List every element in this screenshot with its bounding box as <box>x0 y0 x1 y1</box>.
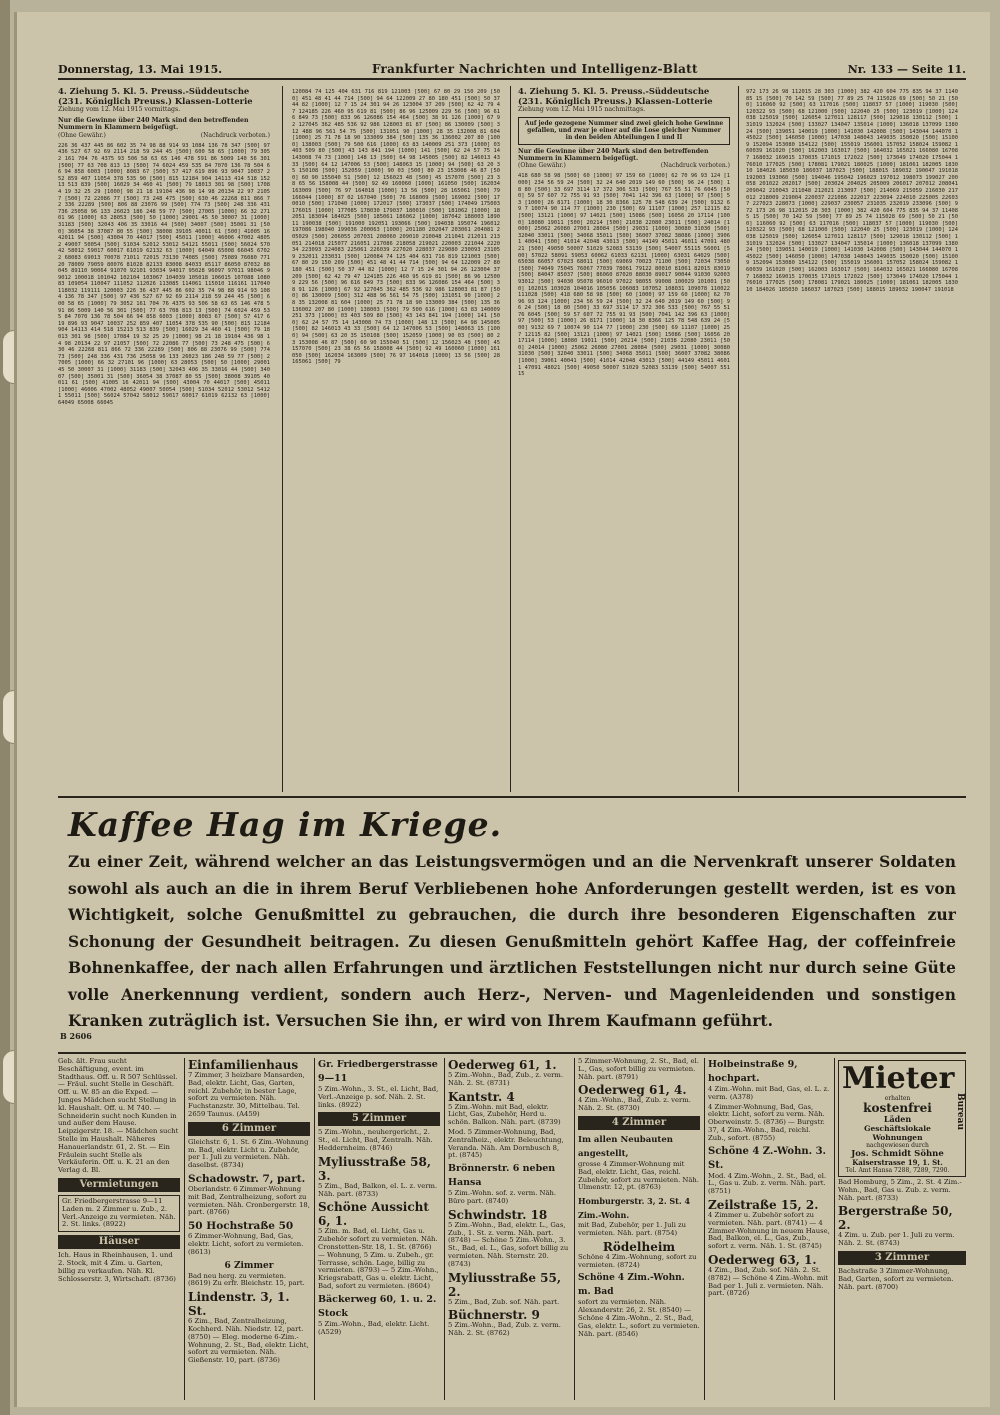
ad-code: B 2606 <box>60 1031 92 1041</box>
classified-text: 5 Zim.-Wohn., neuhergericht., 2. St., el. Licht, Bad, Zentralh. Näh. Heddernheim. (8746) <box>318 1128 433 1152</box>
section-heading: Vermietungen <box>58 1178 180 1192</box>
listing-heading: Homburgerstr. 3, 2. St. 4 Zim.-Wohn. <box>578 1196 691 1221</box>
listing-heading: Lindenstr. 3, 1. St. <box>188 1290 290 1319</box>
lottery-note: Nur die Gewinne über 240 Mark sind den betreffenden Nummern in Klammern beigefügt. <box>518 147 709 163</box>
classified-text: 5 Zim., Bad, Zub. sof. Näh. part. <box>448 1297 560 1306</box>
ad-headline: Kaffee Hag im Kriege. <box>68 805 503 844</box>
classified-text: 5 Zim.-Wohn., Bad, Zub. z. verm. Näh. 2. St. (8762) <box>448 1321 561 1338</box>
classified-text: 5 Zim.-Wohn. sof. z. verm. Näh. Büro part. (8740) <box>448 1189 557 1205</box>
listing-heading: Zeilstraße 15, 2. <box>708 1197 819 1212</box>
listing-heading: Schwindstr. 18 <box>448 1207 548 1222</box>
classified-column-6 <box>708 1058 830 1400</box>
section-heading: 5 Zimmer <box>318 1112 440 1126</box>
lottery-numbers: 226 36 437 445 86 602 35 74 98 88 914 93 1084 136 78 347 [500] 97 436 527 67 92 69 2114 218 59 244 45 [500] 600 58 65 [1000] 79 3052 161 704 76 4375 93 506 58 63 65 146 478 591 86 5009 140 56 301 [500] 77 63 708 813 13 [500] 74 6024 459 535 84 7070 136 78 504 66 94 858 6003 [1000] 8083 67 [500] 57 417 619 896 93 9047 10037 252 859 407 11054 378 535 90 [500] 815 12184 904 14113 414 518 15213 513 839 [500] 16029 34 460 41 [500] 79 18013 301 98 [500] 17084 19 32 25 29 [1000] 98 21 18 19104 436 98 14 98 20134 22 97 21057 [500] 72 22086 77 [500] 73 248 475 [500] 630 46 22268 811 866 72 336 22289 [500] 806 88 23076 99 [500] 774 73 [500] 248 336 431 736 25058 96 133 26023 186 248 59 77 [500] 27005 [1000] 66 32 27101 96 [1000] 63 28053 [500] 50 [1000] 29001 45 50 30007 31 [1000] 31183 [500] 32043 406 35 33016 44 [500] 34007 [500] 35001 31 [500] 36054 38 37087 80 55 [500] 38008 39105 40011 61 [500] 41005 16 42011 94 [500] 43004 70 44017 [500] 45011 [1000] 46006 47002 48052 49007 50054 [500] 51034 52012 53012 54121 55011 [500] 56024 57042 58012 59017 60017 61019 62132 63 [1000] 64049 65008 66045 67022 68083 69013 70078 71011 72015 73130 74085 [500] 75089 76080 77120 78009 79059 80076 81028 82133 83008 84033 85117 86050 87032 88045 89110 90064 91070 92101 93034 94017 95028 96097 97011 98046 99012 100018 101042 102104 103067 104039 105018 106015 107088 108083 109054 110047 111052 112026 113085 114061 115010 116161 117040 118032 119111 120003 226 36 437 445 86 602 35 74 98 88 914 93 1084 136 78 347 [500] 97 436 527 67 92 69 2114 218 59 244 45 [500] 600 58 65 [1000] 79 3052 161 704 76 4375 93 506 58 63 65 146 478 591 86 5009 140 56 301 [500] 77 63 708 813 13 [500] 74 6024 459 535 84 7070 136 78 504 66 94 858 6003 [1000] 8083 67 [500] 57 417 619 896 93 9047 10037 252 859 407 11054 378 535 90 [500] 815 12184 904 14113 414 518 15213 513 839 [500] 16029 34 460 41 [500] 79 18013 301 98 [500] 17084 19 32 25 29 [1000] 98 21 18 19104 436 98 14 98 20134 22 97 21057 [500] 72 22086 77 [500] 73 248 475 [500] 630 46 22268 811 866 72 336 22289 [500] 806 88 23076 99 [500] 774 73 [500] 248 336 431 736 25058 96 133 26023 186 248 59 77 [500] 27005 [1000] 66 32 27101 96 [1000] 63 28053 [500] 50 [1000] 29001 45 50 30007 31 [1000] 31183 [500] 32043 406 35 33016 44 [500] 34007 [500] 35001 31 [500] 36054 38 37087 80 55 [500] 38008 39105 40011 61 [500] 41005 16 42011 94 [500] 43004 70 44017 [500] 45011 [1000] 46006 47002 48052 49007 50054 [500] 51034 52012 53012 54121 55011 [500] 56024 57042 58012 59017 60017 61019 62132 63 [1000] 64049 65008 66045 <box>58 142 270 406</box>
listing-heading: Im allen Neubauten angestellt, <box>578 1134 673 1159</box>
lottery-column-1 <box>58 86 270 794</box>
lottery-note: Nur die Gewinne über 240 Mark sind den betreffenden Nummern in Klammern beigefügt. <box>58 117 249 132</box>
classified-text: Bad neu herg. zu vermieten. (8619) Zu erfr. Bleichstr. 15, part. <box>188 1271 305 1288</box>
issue-date: Donnerstag, 13. Mai 1915. <box>58 62 223 76</box>
classified-text: Bachstraße 3 Zimmer-Wohnung, Bad, Garten, sofort zu vermieten. Näh. part. (8700) <box>838 1266 954 1291</box>
classified-text: Gleichstr. 6, 1. St. 6 Zim.-Wohnung m. Bad, elektr. Licht u. Zubehör, per 1. Juli zu vermieten. Näh. daselbst. (8734) <box>188 1137 309 1170</box>
classified-text: 4 Zimmer-Wohnung, Bad, Gas, elektr. Licht, sofort zu verm. Näh. Oberweinstr. 5. (8736) — Burgstr. 37, 4 Zim.-Wohn., Bad, reichl. Zub., sofort. (8755) <box>708 1102 825 1142</box>
listing-heading: Schöne Aussicht 6, 1. <box>318 1200 429 1229</box>
listing-heading: Bäckerweg 60, 1. u. 2. Stock <box>318 1293 437 1319</box>
classified-text: 4 Zim. u. Zub. per 1. Juli zu verm. Näh. 2. St. (8743) <box>838 1231 955 1248</box>
listing-heading: Schöne 4 Zim.-Wohn. m. Bad <box>578 1273 685 1298</box>
column-rule <box>444 1058 445 1400</box>
listing-heading: Gr. Friedbergerstrasse 9—11 <box>318 1059 438 1084</box>
agency-ad: Mieter erhalten kostenfrei Läden Geschäftslokale Wohnungen nachgewiesen durch Jos. Schmidt Söhne Kaiserstrasse 19, 1. St. Tel. Amt Hansa 7288, 7289, 7290. Bureau <box>838 1060 966 1177</box>
classified-text: sofort zu vermieten. Näh. Alexanderstr. 26, 2. St. (8540) — Schöne 4 Zim.-Wohn., 2. St., Bad, Gas, elektr. L., sofort zu vermieten. Näh. part. (8546) <box>578 1298 700 1338</box>
classified-text: 7 Zimmer, 3 heizbare Mansarden, Bad, elektr. Licht, Gas, Garten, reichl. Zubehör, in bester Lage, sofort zu vermieten. Näh. Fuchstanzstr. 30, Mittelbau. Tel. 2659 Taunus. (A459) <box>188 1071 305 1118</box>
classified-column-1 <box>58 1058 180 1400</box>
lottery-column-2 <box>292 86 500 794</box>
listing-heading: Schadowstr. 7, part. <box>188 1172 306 1185</box>
section-heading: Häuser <box>58 1235 180 1249</box>
classified-text: Bad Homburg, 5 Zim., 2. St. 4 Zim.-Wohn., Bad, Gas u. Zub. z. verm. Näh. part. (8733) <box>838 1178 962 1202</box>
classified-text: 5 Zimmer-Wohnung, 2. St., Bad, el. L., Gas, sofort billig zu vermieten. Näh. part. (8791) <box>578 1058 699 1081</box>
lottery-notice-box: Auf jede gezogene Nummer sind zwei gleich hohe Gewinne gefallen, und zwar je einer auf die Lose gleicher Nummer in den beiden Abteilungen I und II <box>518 117 730 145</box>
lottery-date: Ziehung vom 12. Mai 1915 nachmittags. <box>518 106 646 113</box>
lottery-column-4 <box>746 86 958 794</box>
section-heading: 3 Zimmer <box>838 1251 966 1265</box>
column-rule <box>282 86 283 792</box>
listing-heading: Kantstr. 4 <box>448 1089 515 1104</box>
classified-text: mit Bad, Zubehör, per 1. Juli zu vermieten. Näh. part. (8754) <box>578 1221 686 1237</box>
classified-text: 5 Zim.-Wohn. mit Bad, elektr. Licht, Gas, Zubehör, Herd u. schön. Balkon. Näh. part. (8739) <box>448 1102 561 1127</box>
column-rule <box>738 86 739 792</box>
agency-ad-title: Mieter <box>842 1061 955 1096</box>
section-divider <box>58 1052 966 1054</box>
listing-heading: Bergerstraße 50, 2. <box>838 1204 953 1233</box>
lottery-title: 4. Ziehung 5. Kl. 5. Preuss.-Süddeutsche (231. Königlich Preuss.) Klassen-Lotterie <box>518 86 713 106</box>
lottery-title: 4. Ziehung 5. Kl. 5. Preuss.-Süddeutsche (231. Königlich Preuss.) Klassen-Lotterie <box>58 86 253 106</box>
column-rule <box>834 1058 835 1400</box>
lottery-numbers: 120084 74 125 404 631 716 819 121003 [500] 67 80 29 150 209 [500] 451 48 41 44 714 [500] 94 64 122009 27 80 180 451 [500] 50 37 44 82 [1000] 12 7 15 24 301 94 26 123004 37 209 [500] 62 42 79 47 124185 226 460 95 619 81 [500] 86 96 125009 229 56 [500] 96 616 849 73 [500] 833 96 126086 154 464 [500] 38 91 126 [1000] 67 92 127045 362 485 536 92 986 128003 81 87 [500] 86 130009 [500] 312 488 96 561 54 75 [500] 131051 90 [1000] 28 35 132008 81 604 [1000] 25 71 78 18 90 133009 384 [500] 135 36 136002 207 80 [1000] 138003 [500] 79 500 616 [1000] 63 83 140009 251 373 [1000] 03 403 509 80 [500] 43 143 841 194 [1000] 141 [500] 62 24 57 75 14 143008 74 73 [1000] 148 13 [500] 64 98 145005 [500] 82 146013 43 33 [500] 64 12 147006 53 [500] 148063 15 [1000] 94 [500] 63 20 35 150108 [500] 152059 [1000] 90 03 [500] 80 23 153008 46 87 [500] 60 90 155040 51 [500] 12 156023 48 [500] 45 157070 [500] 23 38 65 56 158008 44 [500] 92 49 160060 [1000] 161050 [500] 162034 163009 [500] 76 97 164018 [1000] 13 56 [500] 28 165061 [500] 79 166044 [1000] 87 02 167040 [500] 76 168009 [500] 169002 [500] 170010 [500] 171040 [1000] 172017 [500] 173037 [500] 174049 175003 176015 [1000] 177085 178030 179037 180010 [500] 181062 [1000] 182051 183094 184025 [500] 185061 186062 [1000] 187042 188003 189011 190038 [500] 191000 192051 193066 [500] 194038 195074 196012 197086 198040 199036 200063 [1000] 201180 202047 203061 204081 205029 [500] 206055 207031 208060 209010 210048 211041 212011 213051 214018 215077 216051 217086 218058 219021 220003 221044 222034 223093 224083 225061 226039 227020 228037 229080 230093 231059 232011 233031 [500] 120084 74 125 404 631 716 819 121003 [500] 67 80 29 150 209 [500] 451 48 41 44 714 [500] 94 64 122009 27 80 180 451 [500] 50 37 44 82 [1000] 12 7 15 24 301 94 26 123004 37 209 [500] 62 42 79 47 124185 226 460 95 619 81 [500] 86 96 125009 229 56 [500] 96 616 849 73 [500] 833 96 126086 154 464 [500] 38 91 126 [1000] 67 92 127045 362 485 536 92 986 128003 81 87 [500] 86 130009 [500] 312 488 96 561 54 75 [500] 131051 90 [1000] 28 35 132008 81 604 [1000] 25 71 78 18 90 133009 384 [500] 135 36 136002 207 80 [1000] 138003 [500] 79 500 616 [1000] 63 83 140009 251 373 [1000] 03 403 509 80 [500] 43 143 841 194 [1000] 141 [500] 62 24 57 75 14 143008 74 73 [1000] 148 13 [500] 64 98 145005 [500] 82 146013 43 33 [500] 64 12 147006 53 [500] 148063 15 [1000] 94 [500] 63 20 35 150108 [500] 152059 [1000] 90 03 [500] 80 23 153008 46 87 [500] 60 90 155040 51 [500] 12 156023 48 [500] 45 157070 [500] 23 38 65 56 158008 44 [500] 92 49 160060 [1000] 161050 [500] 162034 163009 [500] 76 97 164018 [1000] 13 56 [500] 28 165061 [500] 79 <box>292 89 500 366</box>
section-divider <box>58 796 966 798</box>
classified-column-3 <box>318 1058 440 1400</box>
classified-column-4 <box>448 1058 570 1400</box>
column-rule <box>574 1058 575 1400</box>
classified-column-5 <box>578 1058 700 1400</box>
classified-text: Oberlandstr. 6 Zimmer-Wohnung mit Bad, Zentralheizung, sofort zu vermieten. Näh. Cronbergerstr. 18, part. (8766) <box>188 1184 310 1217</box>
listing-heading: 6 Zimmer <box>224 1260 274 1271</box>
column-rule <box>314 1058 315 1400</box>
ad-body-text: Zu einer Zeit, während welcher an das Leistungsvermögen und an die Nervenkraft unserer Soldaten sowohl als auch an die in ihrem Beruf Verbliebenen hohe Anforderungen gestellt werden, ist es von Wichtigkeit, solche Genußmittel zu gebrauchen, die durch ihre besonderen Eigenschaften zur Schonung der Gesundheit beitragen. Zu diesen Genußmitteln gehört Kaffee Hag, der coffeinfreie Bohnenkaffee, der nach allen Erfahrungen und ärztlichen Feststellungen nicht nur durch seine Güte volle Anerkennung verdient, sondern auch Herz-, Nerven- und Magenleidenden und sonstigen Kranken zuträglich ist. Versuchen Sie ihn, er wird von Ihrem Kaufmann geführt. <box>68 853 956 1030</box>
lottery-disclaimer: (Ohne Gewähr.) (Nachdruck verboten.) <box>518 162 730 170</box>
classified-column-7 <box>838 1058 966 1400</box>
listing-heading: Oederweg 61, 4. <box>578 1083 687 1098</box>
page-number: Nr. 133 — Seite 11. <box>847 62 966 76</box>
listing-heading: Myliusstraße 58, 3. <box>318 1154 432 1183</box>
classified-text: Mod. 5 Zimmer-Wohnung, Bad, Zentralheiz., elektr. Beleuchtung, Veranda. Näh. Am Dornbusch 8, pt. (8745) <box>448 1127 564 1160</box>
classified-text: 5 Zim.-Wohn., Bad, Zub., z. verm. Näh. 2. St. (8731) <box>448 1071 564 1087</box>
lottery-column-3 <box>518 86 730 794</box>
classified-text: 5 Zim.-Wohn., Bad, elektr. Licht. (A529) <box>318 1319 430 1336</box>
classified-text: 4 Zim.-Wohn., Bad, Zub. z. verm. Näh. 2. St. (8730) <box>578 1096 691 1113</box>
listing-heading: Rödelheim <box>602 1239 676 1254</box>
listing-heading: Büchnerstr. 9 <box>448 1308 540 1323</box>
column-rule <box>510 86 511 792</box>
classified-text: Mod. 4 Zim.-Wohn., 2. St., Bad, el. L., Gas u. Zub. z. verm. Näh. part. (8751) <box>708 1171 827 1196</box>
newspaper-name: Frankfurter Nachrichten und Intelligenz-Blatt <box>371 62 698 76</box>
classified-text: Geb. ält. Frau sucht Beschäftigung, event. im Stadthaus. Off. u. R 507 Schlüssel. — Fräul. sucht Stelle in Geschäft. Off. u. W. 85 an die Exped. — Junges Mädchen sucht Stellung in kl. Haushalt. Off. u. M 740. — Schneiderin sucht noch Kunden in und außer dem Hause. Leipzigerstr. 18. — Mädchen sucht Stelle im Haushalt. Näheres Hanauerlandstr. 61, 2. St. — Ein Fräulein sucht Stelle als Verkäuferin. Off. u. K. 21 an den Verlag d. Bl. <box>58 1058 179 1175</box>
listing-heading: 50 Hochstraße 50 <box>188 1220 294 1233</box>
classified-text: 5 Zim., Bad, Balkon, el. L. z. verm. Näh. part. (8733) <box>318 1181 438 1198</box>
classified-text: 6 Zim., Bad, Zentralheizung, Kochherd. Näh. Niedstr. 12, part. (8750) — Eleg. moderne 6-Zim.-Wohnung, 2. St., Bad, elektr. Licht, sofort zu vermieten. Näh. Gießenstr. 10, part. (8736) <box>188 1317 309 1365</box>
lottery-numbers: 972 173 26 98 112015 28 303 [1000] 382 420 604 775 835 94 37 114085 15 [500] 70 142 59 [500] 77 89 25 74 115028 69 [500] 50 21 [500] 116060 92 [500] 63 117016 [500] 118037 57 [1000] 119030 [500] 120322 93 [500] 68 121000 [500] 122040 25 [500] 123019 [1000] 124038 125019 [500] 126054 127011 128117 [500] 129018 130112 [500] 131019 132024 [500] 133027 134047 135014 [1000] 136018 137099 138024 [500] 139051 140019 [1000] 141030 142008 [500] 143044 144070 145022 [500] 146050 [1000] 147038 148043 149035 150020 [500] 151009 152094 153080 154122 [500] 155019 156001 157052 158024 159082 160039 161020 [500] 162003 163017 [500] 164032 165021 166080 167087 168032 169015 170035 171015 172022 [500] 173049 174020 175044 176010 177025 [500] 178081 179021 180025 [1000] 181061 182005 183010 184026 185030 186037 187023 [500] 188015 189032 190047 191018 192003 193060 [500] 194046 195042 196023 197012 198073 199027 200058 201022 202017 [500] 203024 204025 205009 206017 207012 208041 209042 210043 211048 212021 213097 [500] 214069 215059 216030 217012 218009 219004 220037 221086 222017 223094 224010 225005 226037 227023 228073 [1000] 229037 230057 231035 232019 233096 [500] 972 173 26 98 112015 28 303 [1000] 382 420 604 775 835 94 37 114085 15 [500] 70 142 59 [500] 77 89 25 74 115028 69 [500] 50 21 [500] 116060 92 [500] 63 117016 [500] 118037 57 [1000] 119030 [500] 120322 93 [500] 68 121000 [500] 122040 25 [500] 123019 [1000] 124038 125019 [500] 126054 127011 128117 [500] 129018 130112 [500] 131019 132024 [500] 133027 134047 135014 [1000] 136018 137099 138024 [500] 139051 140019 [1000] 141030 142008 [500] 143044 144070 145022 [500] 146050 [1000] 147038 148043 149035 150020 [500] 151009 152094 153080 154122 [500] 155019 156001 157052 158024 159082 160039 161020 [500] 162003 163017 [500] 164032 165021 166080 167087 168032 169015 170035 171015 172022 [500] 173049 174020 175044 176010 177025 [500] 178081 179021 180025 [1000] 181061 182005 183010 184026 185030 186037 187023 [500] 188015 189032 190047 191018 <box>746 89 958 293</box>
classified-text: 4 Zimmer u. Zubehör sofort zu vermieten. Näh. part. (8741) — 4 Zimmer-Wohnung in neuem Hause, Bad, Balkon, el. L., Gas, Zub., sofort z. verm. Näh. 1. St. (8745) <box>708 1210 830 1251</box>
classified-text: Ich. Haus in Rheinhausen, 1. und 2. Stock, mit 4 Zim. u. Garten, billig zu verkaufen. Näh. Kl. Schlosserstr. 3, Wirtschaft. (8736) <box>58 1251 176 1283</box>
classified-text: 5 Zim.-Wohn., 3. St., el. Licht, Bad, Verl.-Anzeige p. sof. Näh. 2. St. links. (8922) <box>318 1085 439 1109</box>
classified-text: 4 Zim., Bad, Zub. sof. Näh. 2. St. (8782) — Schöne 4 Zim.-Wohn. mit Bad per 1. Juli z. vermieten. Näh. part. (8726) <box>708 1265 829 1298</box>
classified-text: 4 Zim.-Wohn. mit Bad, Gas, el. L. z. verm. (A378) <box>708 1085 830 1101</box>
listing-heading: Oederweg 61, 1. <box>448 1058 557 1072</box>
column-rule <box>184 1058 185 1400</box>
agency-name: Jos. Schmidt Söhne <box>851 1149 944 1159</box>
lottery-date: Ziehung vom 12. Mai 1915 vormittags. <box>58 106 181 113</box>
listing-heading: Oederweg 63, 1. <box>708 1252 817 1267</box>
classified-text: 5 Zim. m. Bad, el. Licht, Gas u. Zubehör sofort zu vermieten. Näh. Cronstetten-Str. 18, 1. St. (8766) — Wohnung, 5 Zim. u. Zubeh., gr. Terrasse, schön. Lage, billig zu vermieten. (8793) — 5 Zim.-Wohn., Kriegsrabatt, Gas u. elektr. Licht, Bad, sofort zu vermieten. (8604) <box>318 1227 439 1290</box>
classified-text: 5 Zim.-Wohn., Bad, elektr. L., Gas, Zub., 1. St. z. verm. Näh. part. (8748) — Schöne 5 Zim.-Wohn., 3. St., Bad, el. L., Gas, sofort billig zu vermieten. Näh. Sternstr. 20. (8743) <box>448 1220 569 1268</box>
page-header <box>58 62 966 80</box>
classified-text: Gr. Friedbergerstrasse 9—11 Laden m. 2 Zimmer u. Zub., 2. Verl.-Anzeige zu vermieten. Näh. 2. St. links. (8922) <box>58 1195 180 1232</box>
section-heading: 4 Zimmer <box>578 1116 700 1130</box>
classified-column-2 <box>188 1058 310 1400</box>
listing-heading: Einfamilienhaus <box>188 1058 299 1072</box>
section-heading: 6 Zimmer <box>188 1122 310 1136</box>
lottery-disclaimer: (Ohne Gewähr.) (Nachdruck verboten.) <box>58 131 270 139</box>
listing-heading: Schöne 4 Z.-Wohn. 3. St. <box>708 1145 827 1171</box>
column-rule <box>704 1058 705 1400</box>
listing-heading: Holbeinstraße 9, hochpart. <box>708 1059 798 1084</box>
classified-text: grosse 4 Zimmer-Wohnung mit Bad, elektr. Licht, Gas, reichl. Zubehör, sofort zu vermieten. Näh. Ulmenstr. 12, pt. (8763) <box>578 1159 699 1192</box>
listing-heading: Brönnerstr. 6 neben Hansa <box>448 1163 556 1189</box>
classified-text: 6 Zimmer-Wohnung, Bad, Gas, elektr. Licht, sofort zu vermieten. (8613) <box>188 1232 304 1256</box>
lottery-numbers: 418 680 58 98 [500] 60 [1000] 97 159 60 [1000] 62 70 96 93 124 [1000] 234 56 59 24 [500] 32 24 640 2019 149 60 [500] 96 24 [500] 18 80 [500] 33 697 3114 17 372 306 533 [500] 767 55 51 76 6045 [500] 59 57 607 72 755 91 93 [500] 7041 142 396 63 [1000] 97 [500] 53 [1000] 26 8171 [1000] 18 30 8366 125 78 548 639 24 [500] 9132 69 7 10074 90 114 77 [1000] 230 [500] 69 11107 [1000] 257 12115 82 [500] 13121 [1000] 97 14021 [500] 15086 [500] 16056 20 17114 [1000] 18080 19011 [500] 20214 [500] 21038 22080 23011 [500] 24014 [1000] 25062 26080 27001 28084 [500] 29031 [1000] 30080 31030 [500] 32040 33011 [500] 34068 35011 [500] 36007 37082 38086 [1000] 39061 40041 [500] 41014 42048 43013 [500] 44149 45011 46011 47091 48021 [500] 49050 50007 51029 52083 53139 [500] 54007 55115 56001 [500] 57022 58091 59053 60062 61033 62131 [1000] 63031 64029 [500] 65038 66057 67023 68011 [500] 69069 70023 71100 [500] 72034 73050 [500] 74049 75045 76067 77039 78061 79122 80010 81061 82015 83019 [500] 84047 85037 [500] 86060 87020 88030 89017 90044 91030 92003 93012 [500] 94030 95078 96010 97022 98055 99008 100029 101001 [500] 102015 103028 104016 105056 106083 107052 108031 109078 110022 111028 [500] 418 680 58 98 [500] 60 [1000] 97 159 60 [1000] 62 70 96 93 124 [1000] 234 56 59 24 [500] 32 24 640 2019 149 60 [500] 96 24 [500] 18 80 [500] 33 697 3114 17 372 306 533 [500] 767 55 51 76 6045 [500] 59 57 607 72 755 91 93 [500] 7041 142 396 63 [1000] 97 [500] 53 [1000] 26 8171 [1000] 18 30 8366 125 78 548 639 24 [500] 9132 69 7 10074 90 114 77 [1000] 230 [500] 69 11107 [1000] 257 12115 82 [500] 13121 [1000] 97 14021 [500] 15086 [500] 16056 20 17114 [1000] 18080 19011 [500] 20214 [500] 21038 22080 23011 [500] 24014 [1000] 25062 26080 27001 28084 [500] 29031 [1000] 30080 31030 [500] 32040 33011 [500] 34068 35011 [500] 36007 37082 38086 [1000] 39061 40041 [500] 41014 42048 43013 [500] 44149 45011 46011 47091 48021 [500] 49050 50007 51029 52083 53139 [500] 54007 55115 <box>518 173 730 378</box>
classified-text: Schöne 4 Zim.-Wohnung, sofort zu vermieten. (8724) <box>578 1252 697 1269</box>
listing-heading: Myliusstraße 55, 2. <box>448 1270 562 1299</box>
classifieds-section <box>58 1058 966 1400</box>
